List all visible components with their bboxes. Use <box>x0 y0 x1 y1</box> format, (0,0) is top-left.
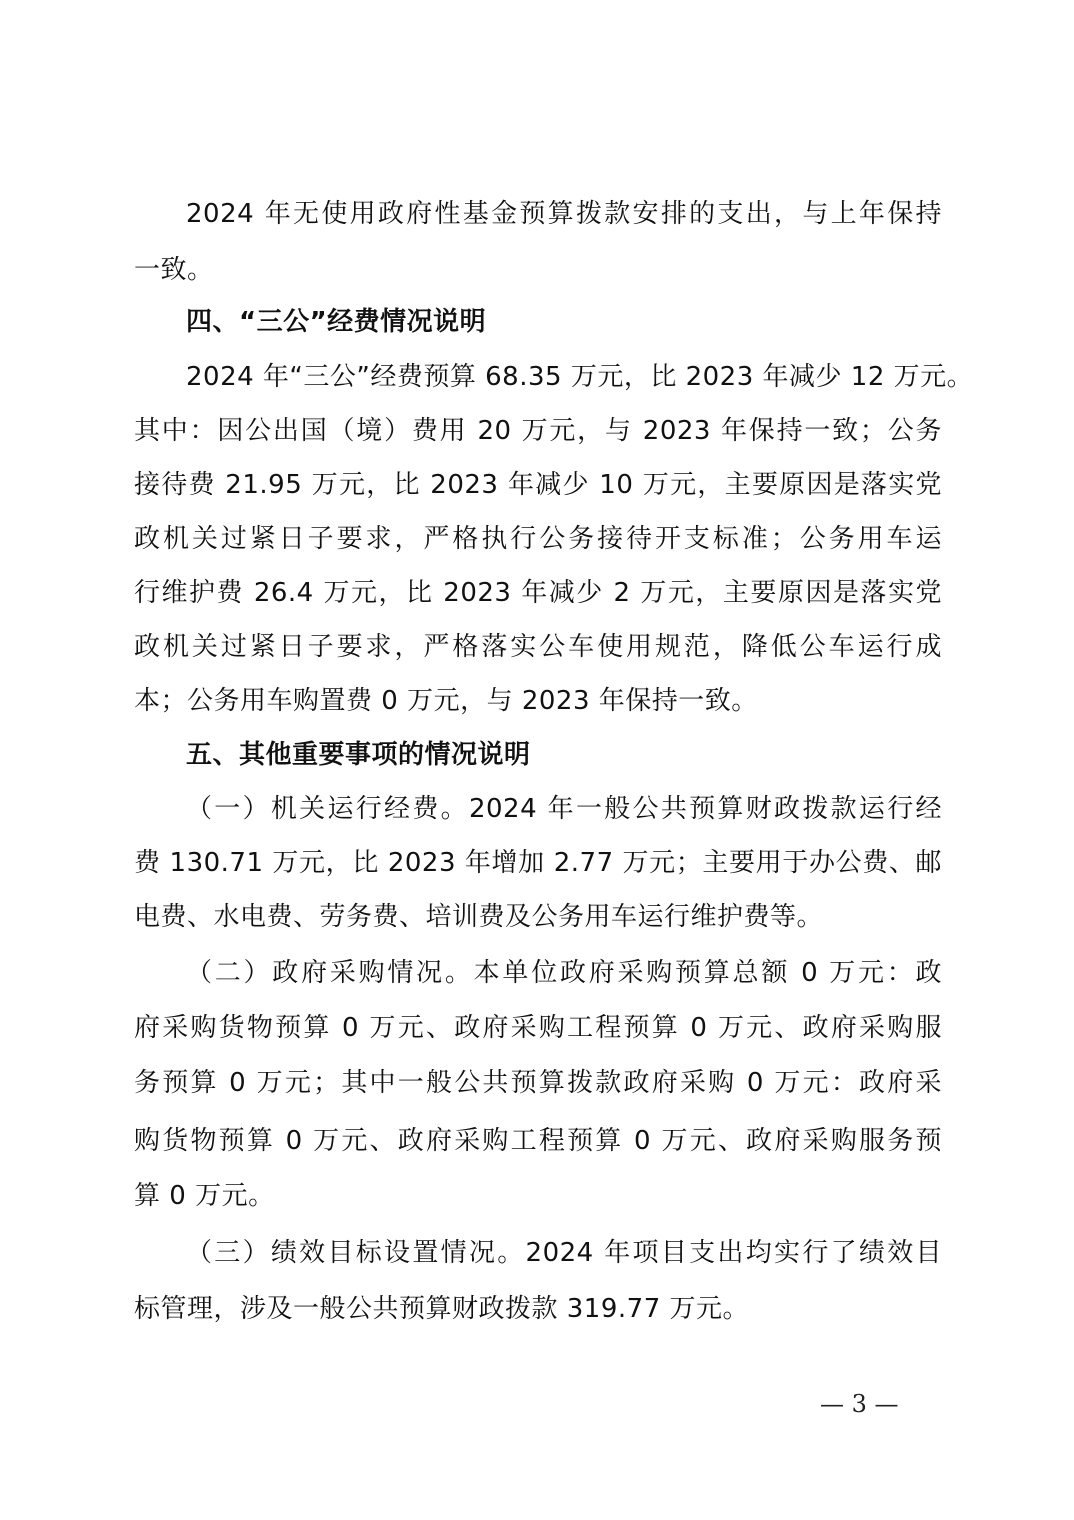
paragraph-line: 电费、水电费、劳务费、培训费及公务用车运行维护费等。 <box>134 902 824 932</box>
paragraph-line: 本；公务用车购置费 0 万元，与 2023 年保持一致。 <box>134 686 758 716</box>
paragraph-line: 标管理，涉及一般公共预算财政拨款 319.77 万元。 <box>134 1294 750 1324</box>
paragraph-line: 接待费 21.95 万元，比 2023 年减少 10 万元，主要原因是落实党 <box>134 470 942 500</box>
paragraph-line: 算 0 万元。 <box>134 1181 275 1211</box>
paragraph-line: 一致。 <box>134 255 214 285</box>
paragraph-line: 费 130.71 万元，比 2023 年增加 2.77 万元；主要用于办公费、邮 <box>134 848 942 878</box>
paragraph-line: 府采购货物预算 0 万元、政府采购工程预算 0 万元、政府采购服 <box>134 1013 942 1043</box>
paragraph-line: 2024 年无使用政府性基金预算拨款安排的支出，与上年保持 <box>186 199 942 229</box>
paragraph-line: （一）机关运行经费。2024 年一般公共预算财政拨款运行经 <box>186 794 942 824</box>
page-number: — 3 — <box>820 1390 899 1418</box>
paragraph-line: （三）绩效目标设置情况。2024 年项目支出均实行了绩效目 <box>186 1238 942 1268</box>
section-heading-sangong: 四、“三公”经费情况说明 <box>186 307 487 337</box>
paragraph-line: 其中：因公出国（境）费用 20 万元，与 2023 年保持一致；公务 <box>134 416 942 446</box>
section-heading-other: 五、其他重要事项的情况说明 <box>186 740 531 770</box>
paragraph-line: 行维护费 26.4 万元，比 2023 年减少 2 万元，主要原因是落实党 <box>134 578 942 608</box>
paragraph-line: 购货物预算 0 万元、政府采购工程预算 0 万元、政府采购服务预 <box>134 1126 942 1156</box>
paragraph-line: 2024 年“三公”经费预算 68.35 万元，比 2023 年减少 12 万元。 <box>186 362 974 392</box>
paragraph-line: 政机关过紧日子要求，严格执行公务接待开支标准；公务用车运 <box>134 524 942 554</box>
paragraph-line: 务预算 0 万元；其中一般公共预算拨款政府采购 0 万元：政府采 <box>134 1068 942 1098</box>
paragraph-line: 政机关过紧日子要求，严格落实公车使用规范，降低公车运行成 <box>134 632 942 662</box>
paragraph-line: （二）政府采购情况。本单位政府采购预算总额 0 万元：政 <box>186 958 942 988</box>
